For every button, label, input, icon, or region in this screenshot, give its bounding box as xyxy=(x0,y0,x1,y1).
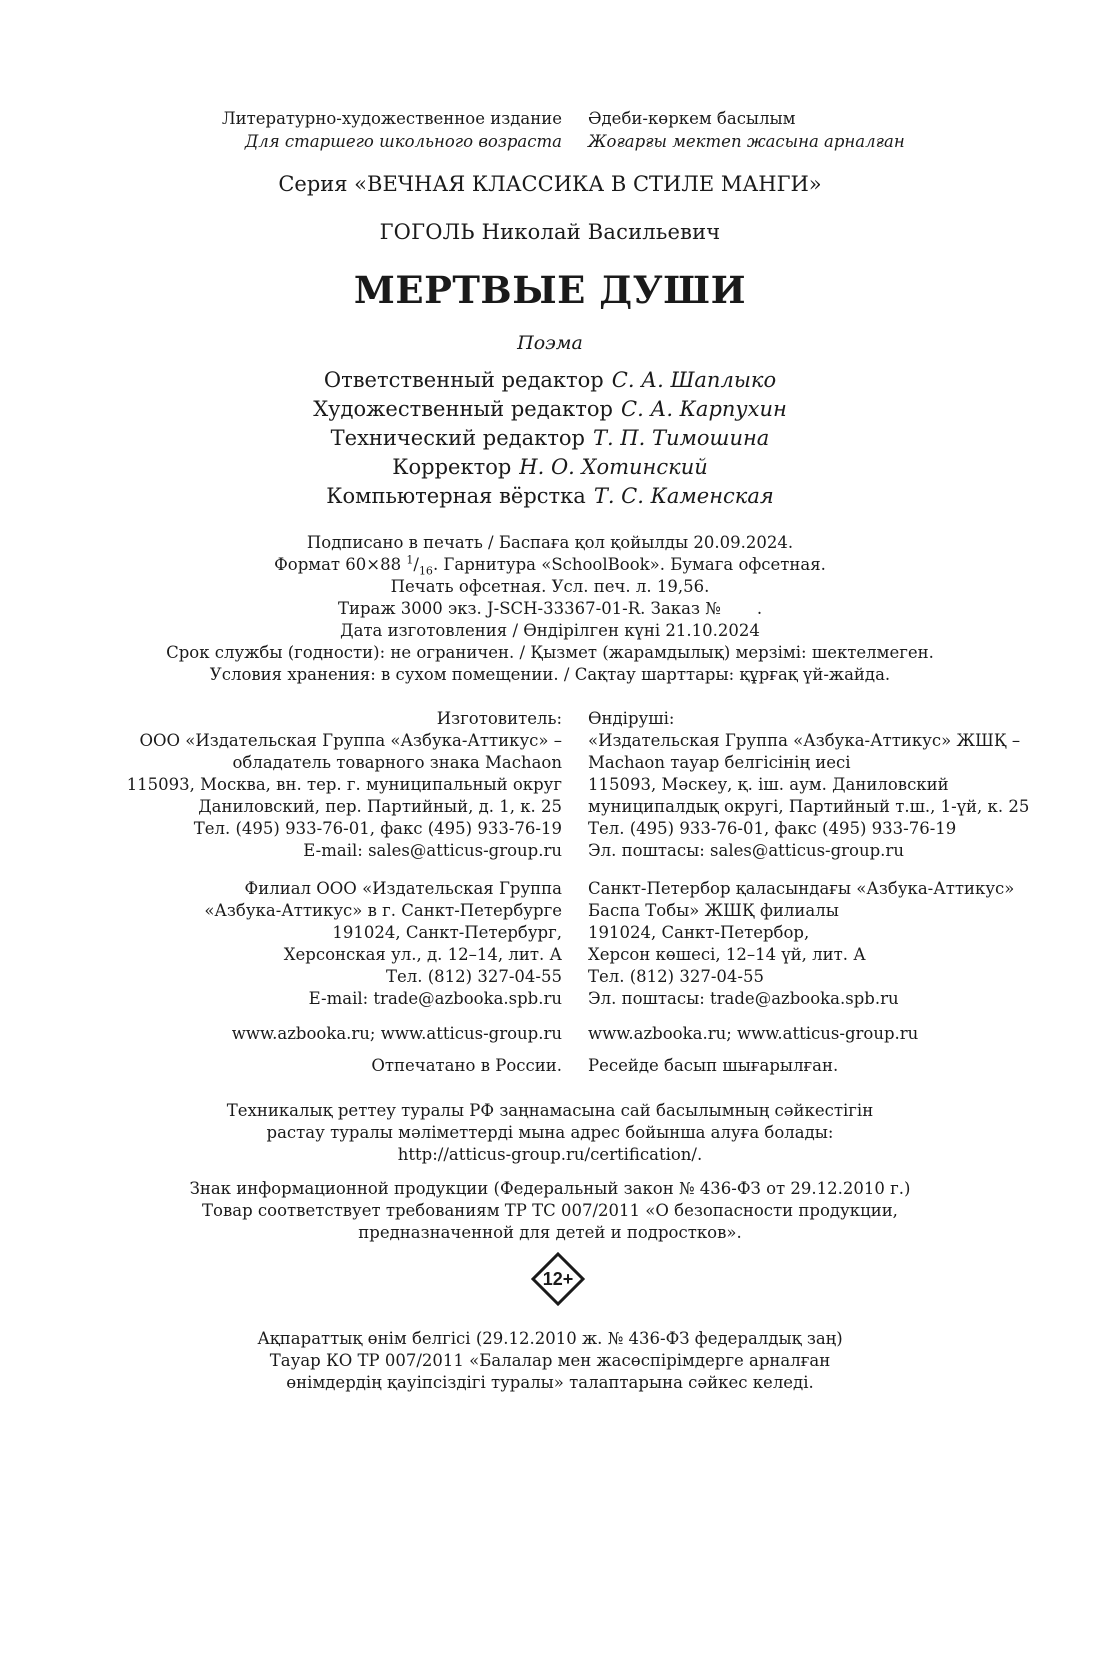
certification-link[interactable]: http://atticus-group.ru/certification/. xyxy=(397,1145,703,1164)
service-life-line: Срок службы (годности): не ограничен. / Қызмет (жарамдылық) мерзімі: шектелмеген. xyxy=(166,643,934,662)
email-kz: Эл. поштасы: sales@atticus-group.ru xyxy=(588,841,904,860)
edition-type-kz: Әдеби-көркем басылым xyxy=(588,109,796,128)
manufacture-date-line: Дата изготовления / Өндірілген күні 21.10.2024 xyxy=(340,621,760,640)
branch-email-ru: E-mail: trade@azbooka.spb.ru xyxy=(308,989,562,1008)
staff-line: Ответственный редактор С. А. Шаплыко xyxy=(323,368,777,392)
manufacturer-kz: Өндіруші: «Издательская Группа «Азбука-Аттикус» ЖШҚ – Machaon тауар белгісінің иесі 115093, Мәскеу, қ. іш. аум. Даниловский муниципалдық округі, Партийный т.ш., 1-үй, к. 25 Тел. (495) 933-76-01, факс (495) 933-76-19 Эл. поштасы: sales@atticus-group.ru xyxy=(588,709,1030,860)
staff-line: Корректор Н. О. Хотинский xyxy=(392,455,708,479)
storage-line: Условия хранения: в сухом помещении. / Сақтау шарттары: құрғақ үй-жайда. xyxy=(209,665,891,684)
info-product-kz: Ақпараттық өнім белгісі (29.12.2010 ж. № 436-ФЗ федералдық заң) Тауар КО ТР 007/2011 «Балалар мен жасөспірімдерге арналған өнімдердің қауіпсіздігі туралы» талаптарына сәйкес келеді. xyxy=(257,1329,843,1392)
website-link-kz[interactable]: www.azbooka.ru; www.atticus-group.ru xyxy=(588,1024,919,1043)
staff-line: Компьютерная вёрстка Т. С. Каменская xyxy=(326,484,774,508)
age-rating-label: 12+ xyxy=(542,1269,574,1289)
printed-in-ru: Отпечатано в России. xyxy=(371,1056,562,1075)
signed-line: Подписано в печать / Баспаға қол қойылды 20.09.2024. xyxy=(306,533,794,552)
edition-type-ru: Литературно-художественное издание xyxy=(221,109,562,128)
age-rating-icon xyxy=(531,1252,585,1306)
branch-kz: Санкт-Петербор қаласындағы «Азбука-Аттикус» Баспа Тобы» ЖШҚ филиалы 191024, Санкт-Петербор, Херсон көшесі, 12–14 үй, лит. А Тел. (812) 327-04-55 Эл. поштасы: trade@azbooka.spb.ru xyxy=(588,879,1015,1008)
staff-line: Технический редактор Т. П. Тимошина xyxy=(330,426,770,450)
series-title: Серия «ВЕЧНАЯ КЛАССИКА В СТИЛЕ МАНГИ» xyxy=(278,172,822,196)
manufacturer-ru: Изготовитель: ООО «Издательская Группа «Азбука-Аттикус» – обладатель товарного знака Machaon 115093, Москва, вн. тер. г. муниципальный округ Даниловский, пер. Партийный, д. 1, к. 25 Тел. (495) 933-76-01, факс (495) 933-76-19 E-mail: sales@atticus-group.ru xyxy=(126,709,562,860)
info-product-ru: Знак информационной продукции (Федеральный закон № 436-ФЗ от 29.12.2010 г.) Товар соответствует требованиям ТР ТС 007/2011 «О безопасности продукции, предназначенной для детей и подростков». xyxy=(189,1179,911,1242)
staff-line: Художественный редактор С. А. Карпухин xyxy=(313,397,787,421)
staff-credits xyxy=(0,366,1100,511)
author-name: ГОГОЛЬ Николай Васильевич xyxy=(379,220,721,244)
print-line: Печать офсетная. Усл. печ. л. 19,56. xyxy=(390,577,710,596)
technical-details xyxy=(0,532,1100,686)
format-line: Формат 60×88 $^1/_{16}$. Гарнитура «SchoolBook». Бумага офсетная. xyxy=(274,553,826,578)
age-group-ru: Для старшего школьного возраста xyxy=(244,132,562,151)
circulation-line: Тираж 3000 экз. J-SCH-33367-01-R. Заказ № . xyxy=(337,599,763,618)
book-title: МЕРТВЫЕ ДУШИ xyxy=(353,268,747,312)
website-link-ru[interactable]: www.azbooka.ru; www.atticus-group.ru xyxy=(231,1024,562,1043)
branch-email-kz: Эл. поштасы: trade@azbooka.spb.ru xyxy=(588,989,899,1008)
printed-in-kz: Ресейде басып шығарылған. xyxy=(588,1056,839,1075)
book-genre: Поэма xyxy=(517,332,583,354)
email-ru: E-mail: sales@atticus-group.ru xyxy=(303,841,562,860)
certification-notice: Техникалық реттеу туралы РФ заңнамасына сай басылымның сәйкестігін растау туралы мәліметтерді мына адрес бойынша алуға болады: http://atticus-group.ru/certification/. xyxy=(0,1100,1100,1166)
branch-ru: Филиал ООО «Издательская Группа «Азбука-Аттикус» в г. Санкт-Петербурге 191024, Санкт-Петербург, Херсонская ул., д. 12–14, лит. А Тел. (812) 327-04-55 E-mail: trade@azbooka.spb.ru xyxy=(204,879,562,1008)
age-group-kz: Жоғарғы мектеп жасына арналған xyxy=(588,132,905,151)
